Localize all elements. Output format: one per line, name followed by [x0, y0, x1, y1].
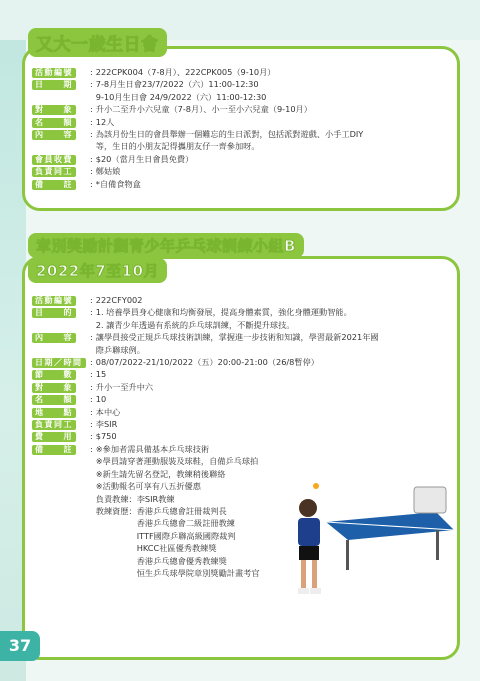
detail-row: [32, 344, 379, 356]
detail-label-cell: [32, 128, 90, 140]
detail-label-cell: [32, 418, 90, 430]
birthday-party-title-wrap: [28, 28, 167, 57]
detail-label: 日期／時間: [32, 358, 86, 368]
detail-row: [32, 116, 363, 128]
detail-value: 為該月份生日的會員舉辦一個難忘的生日派對，包括派對遊戲、小手工DIY: [95, 129, 364, 140]
detail-separator: :: [90, 357, 93, 368]
detail-value: $750: [95, 431, 117, 442]
detail-value: HKCC社區優秀教練獎: [95, 543, 217, 554]
detail-row: [32, 319, 379, 331]
detail-separator: :: [90, 332, 93, 343]
detail-label-cell: [32, 381, 90, 393]
detail-row: [32, 468, 379, 480]
detail-label: 活動編號: [32, 68, 76, 78]
detail-row: [32, 356, 379, 368]
detail-row: [32, 306, 379, 318]
detail-separator: :: [90, 116, 93, 127]
detail-label-cell: [32, 406, 90, 418]
detail-label-cell: [32, 103, 90, 115]
detail-row: [32, 66, 363, 78]
detail-row: [32, 178, 363, 190]
detail-label-cell: [32, 153, 90, 165]
detail-row: [32, 381, 379, 393]
detail-label: 負責同工: [32, 420, 76, 430]
detail-value: ITTF國際乒聯高級國際裁判: [95, 530, 236, 541]
detail-label: 內 容: [32, 333, 76, 343]
detail-label-cell: [32, 530, 90, 542]
detail-label: 地 點: [32, 408, 76, 418]
detail-value: 負責教練：李SIR教練: [95, 493, 175, 504]
detail-separator: :: [90, 79, 93, 90]
detail-separator: :: [90, 406, 93, 417]
table-tennis-title-line1: 章別獎勵計劃青少年乒乓球訓練小組B: [28, 233, 304, 258]
detail-value: 222CPK004（7-8月）、222CPK005（9-10月）: [95, 67, 276, 77]
detail-value: ※學員請穿著運動服裝及球鞋，自備乒乓球拍: [95, 456, 259, 467]
detail-label: 負責同工: [32, 167, 76, 177]
detail-row: [32, 368, 379, 380]
detail-separator: :: [90, 178, 93, 189]
detail-label: 節 數: [32, 370, 76, 380]
detail-value: 15: [95, 369, 107, 380]
detail-separator: :: [90, 419, 93, 430]
table-tennis-photo: [286, 482, 456, 608]
detail-row: [32, 294, 379, 306]
detail-value: 222CFY002: [95, 295, 143, 305]
detail-value: 讓學員接受正規乒乓球技術訓練，掌握進一步技術和知識，學習最新2021年國: [95, 332, 379, 343]
birthday-party-title: 又大一歲生日會: [28, 28, 167, 57]
detail-label: 活動編號: [32, 296, 76, 306]
detail-label: 備 註: [32, 445, 76, 455]
detail-value: 12人: [95, 116, 115, 127]
detail-value: 香港乒乓總會優秀教練獎: [95, 555, 227, 566]
detail-value: 2. 讓青少年透過有系統的乒乓球訓練，不斷提升球技。: [95, 319, 295, 330]
table-tennis-title-wrap: [28, 233, 304, 258]
detail-label-cell: [32, 116, 90, 128]
detail-label-cell: [32, 178, 90, 190]
detail-separator: :: [90, 307, 93, 318]
detail-label: 目 的: [32, 308, 76, 318]
detail-value: 08/07/2022-21/10/2022（五）20:00-21:00（26/8暫停）: [95, 357, 319, 368]
detail-separator: :: [90, 431, 93, 442]
detail-row: [32, 153, 363, 165]
detail-row: [32, 418, 379, 430]
detail-row: [32, 443, 379, 455]
detail-label-cell: [32, 555, 90, 567]
detail-label-cell: [32, 91, 90, 103]
detail-row: [32, 91, 363, 103]
detail-label-cell: [32, 393, 90, 405]
detail-value: 香港乒乓總會二級註冊教練: [95, 518, 235, 529]
detail-row: [32, 165, 363, 177]
detail-separator: :: [90, 153, 93, 164]
detail-label-cell: [32, 294, 90, 306]
detail-row: [32, 140, 363, 152]
detail-label-cell: [32, 368, 90, 380]
detail-separator: :: [90, 104, 93, 115]
player-shirt: [298, 518, 320, 546]
detail-label-cell: [32, 493, 90, 505]
detail-value: $20（當月生日會員免費）: [95, 153, 194, 164]
detail-label-cell: [32, 66, 90, 78]
table-tennis-subtitle-wrap: [28, 258, 167, 283]
ball-machine: [414, 487, 446, 513]
detail-separator: :: [90, 443, 93, 454]
detail-label-cell: [32, 140, 90, 152]
detail-value: 恒生乒乓球學院章別獎勵計畫考官: [95, 567, 260, 578]
detail-label: 對 象: [32, 383, 76, 393]
detail-row: [32, 103, 363, 115]
detail-label-cell: [32, 517, 90, 529]
detail-label: 備 註: [32, 180, 76, 190]
detail-value: 本中心: [95, 406, 121, 417]
page-number: 37: [0, 631, 40, 661]
detail-label: 名 額: [32, 118, 76, 128]
detail-label-cell: [32, 455, 90, 467]
ball: [313, 483, 319, 489]
detail-label-cell: [32, 505, 90, 517]
birthday-party-details: [32, 66, 363, 190]
detail-value: 教練資歷：香港乒乓總會註冊裁判長: [95, 505, 227, 516]
detail-label-cell: [32, 480, 90, 492]
table-tennis-title-line2: 2022年7至10月: [28, 258, 167, 283]
detail-value: 10: [95, 394, 107, 405]
detail-value: 升小二至升小六兒童（7-8月）、小一至小六兒童（9-10月）: [95, 104, 312, 115]
detail-label-cell: [32, 356, 90, 368]
detail-label-cell: [32, 306, 90, 318]
detail-label: 日 期: [32, 80, 76, 90]
detail-value: 升小一至升中六: [95, 381, 154, 392]
detail-label: 會員收費: [32, 155, 76, 165]
detail-value: ※參加者需具備基本乒乓球技術: [95, 443, 210, 454]
detail-label: 名 額: [32, 395, 76, 405]
player-head: [299, 499, 317, 517]
detail-value: 等，生日的小朋友記得攜朋友仔一齊參加呀。: [95, 141, 260, 152]
detail-row: [32, 393, 379, 405]
detail-label-cell: [32, 78, 90, 90]
detail-row: [32, 455, 379, 467]
detail-value: 際乒聯球例。: [95, 344, 145, 355]
detail-value: 7-8月生日會23/7/2022（六）11:00-12:30: [95, 79, 259, 90]
detail-label-cell: [32, 542, 90, 554]
detail-value: 1. 培養學員身心健康和均衡發展，提高身體素質，強化身體運動智能。: [95, 307, 352, 318]
detail-row: [32, 78, 363, 90]
detail-value: *自備食物盒: [95, 178, 141, 189]
detail-separator: :: [90, 381, 93, 392]
detail-label-cell: [32, 165, 90, 177]
detail-separator: :: [90, 129, 93, 140]
detail-row: [32, 331, 379, 343]
detail-separator: :: [90, 166, 93, 177]
detail-label-cell: [32, 443, 90, 455]
detail-separator: :: [90, 67, 93, 77]
detail-separator: :: [90, 295, 93, 305]
detail-row: [32, 430, 379, 442]
detail-label-cell: [32, 344, 90, 356]
detail-row: [32, 128, 363, 140]
detail-value: ※活動報名可享有八五折優惠: [95, 481, 201, 492]
detail-label: 對 象: [32, 105, 76, 115]
detail-label-cell: [32, 319, 90, 331]
detail-value: 9-10月生日會 24/9/2022（六）11:00-12:30: [95, 91, 267, 102]
detail-label-cell: [32, 430, 90, 442]
detail-value: ※新生請先留名登記，教練稍後聯絡: [95, 468, 226, 479]
detail-value: 鄭姑娘: [95, 166, 121, 177]
detail-value: 李SIR: [95, 419, 118, 430]
detail-label: 內 容: [32, 130, 76, 140]
detail-separator: :: [90, 394, 93, 405]
detail-label-cell: [32, 331, 90, 343]
detail-row: [32, 406, 379, 418]
detail-label: 費 用: [32, 432, 76, 442]
detail-label-cell: [32, 468, 90, 480]
detail-separator: :: [90, 369, 93, 380]
detail-label-cell: [32, 567, 90, 579]
